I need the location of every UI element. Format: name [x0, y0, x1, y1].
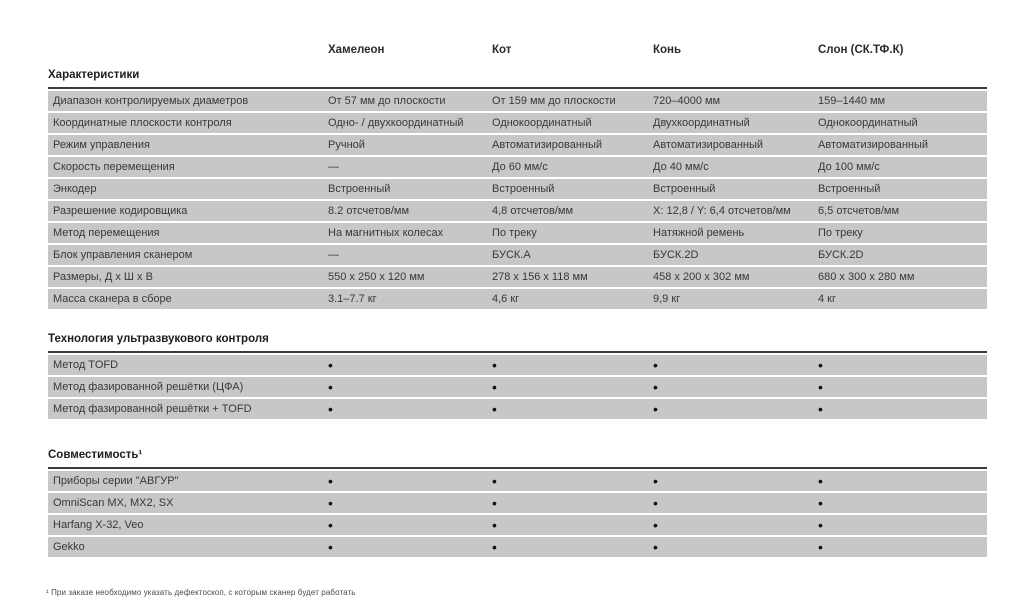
section-compatibility — [48, 448, 987, 557]
availability-dot: • — [328, 401, 333, 417]
availability-dot: • — [328, 473, 333, 489]
table-row — [48, 267, 987, 287]
availability-dot: • — [818, 357, 823, 373]
cell-value: — — [328, 249, 339, 261]
cell-value: Встроенный — [328, 183, 391, 195]
cell-value: На магнитных колесах — [328, 227, 444, 239]
availability-dot: • — [818, 539, 823, 555]
table-row — [48, 377, 987, 397]
row-label: Масса сканера в сборе — [53, 293, 172, 305]
footnote: ¹ При заказе необходимо указать дефектоскоп, с которым сканер будет работать — [46, 588, 356, 597]
availability-dot: • — [653, 357, 658, 373]
section-ut-technology — [48, 332, 987, 419]
availability-dot: • — [653, 539, 658, 555]
table-row — [48, 537, 987, 557]
availability-dot: • — [653, 495, 658, 511]
cell-value: От 159 мм до плоскости — [492, 95, 616, 107]
table-row — [48, 179, 987, 199]
availability-dot: • — [818, 517, 823, 533]
table-row — [48, 493, 987, 513]
cell-value: 8.2 отсчетов/мм — [328, 205, 410, 217]
row-label: Размеры, Д х Ш х В — [53, 271, 153, 283]
cell-value: Встроенный — [653, 183, 716, 195]
row-label: Разрешение кодировщика — [53, 205, 188, 217]
row-label: Скорость перемещения — [53, 161, 175, 173]
cell-value: До 100 мм/с — [818, 161, 880, 173]
row-label: Режим управления — [53, 139, 150, 151]
availability-dot: • — [328, 357, 333, 373]
availability-dot: • — [492, 517, 497, 533]
availability-dot: • — [492, 495, 497, 511]
availability-dot: • — [653, 401, 658, 417]
product-column-header: Слон (СК.ТФ.К) — [818, 44, 904, 56]
table-row — [48, 515, 987, 535]
availability-dot: • — [653, 379, 658, 395]
cell-value: Одно- / двухкоординатный — [328, 117, 464, 129]
availability-dot: • — [492, 539, 497, 555]
product-column-header: Кот — [492, 44, 512, 56]
availability-dot: • — [818, 473, 823, 489]
availability-dot: • — [492, 379, 497, 395]
cell-value: По треку — [492, 227, 537, 239]
cell-value: 6,5 отсчетов/мм — [818, 205, 900, 217]
cell-value: 9,9 кг — [653, 293, 681, 305]
cell-value: 278 x 156 x 118 мм — [492, 271, 588, 283]
table-row — [48, 157, 987, 177]
table-row — [48, 201, 987, 221]
section-characteristics — [48, 68, 987, 309]
table-row — [48, 113, 987, 133]
row-label: Метод фазированной решётки (ЦФА) — [53, 381, 244, 393]
cell-value: Автоматизированный — [492, 139, 603, 151]
row-label: Диапазон контролируемых диаметров — [53, 95, 249, 107]
cell-value: 4,6 кг — [492, 293, 520, 305]
section-divider — [48, 467, 987, 469]
availability-dot: • — [492, 401, 497, 417]
row-label: Метод TOFD — [53, 359, 119, 371]
cell-value: БУСК.2D — [818, 249, 864, 261]
cell-value: X: 12,8 / Y: 6,4 отсчетов/мм — [653, 205, 791, 217]
cell-value: 159–1440 мм — [818, 95, 886, 107]
section-divider — [48, 351, 987, 353]
cell-value: До 40 мм/с — [653, 161, 709, 173]
availability-dot: • — [818, 495, 823, 511]
cell-value: Однокоординатный — [492, 117, 592, 129]
table-row — [48, 223, 987, 243]
cell-value: 720–4000 мм — [653, 95, 721, 107]
cell-value: Двухкоординатный — [653, 117, 750, 129]
cell-value: По треку — [818, 227, 863, 239]
row-label: OmniScan MX, MX2, SX — [53, 497, 174, 509]
table-row — [48, 399, 987, 419]
column-header-row — [48, 44, 987, 56]
row-label: Gekko — [53, 541, 85, 553]
row-label: Блок управления сканером — [53, 249, 193, 261]
cell-value: 550 x 250 x 120 мм — [328, 271, 425, 283]
cell-value: Однокоординатный — [818, 117, 918, 129]
cell-value: От 57 мм до плоскости — [328, 95, 446, 107]
cell-value: БУСК.2D — [653, 249, 699, 261]
table-row — [48, 245, 987, 265]
product-column-header: Конь — [653, 44, 682, 56]
availability-dot: • — [328, 379, 333, 395]
cell-value: 680 x 300 x 280 мм — [818, 271, 915, 283]
row-label: Координатные плоскости контроля — [53, 117, 232, 129]
availability-dot: • — [328, 495, 333, 511]
table-row — [48, 91, 987, 111]
cell-value: БУСК.А — [492, 249, 531, 261]
row-label: Harfang X-32, Veo — [53, 519, 144, 531]
cell-value: Автоматизированный — [653, 139, 764, 151]
table-row — [48, 289, 987, 309]
table-row — [48, 355, 987, 375]
availability-dot: • — [492, 473, 497, 489]
row-label: Метод фазированной решётки + TOFD — [53, 403, 252, 415]
row-label: Метод перемещения — [53, 227, 160, 239]
availability-dot: • — [492, 357, 497, 373]
section-title: Технология ультразвукового контроля — [48, 333, 269, 345]
availability-dot: • — [818, 401, 823, 417]
section-title: Характеристики — [48, 69, 140, 81]
row-label: Энкодер — [53, 183, 97, 195]
column-header-spacer — [48, 44, 328, 56]
cell-value: 4,8 отсчетов/мм — [492, 205, 574, 217]
product-column-header: Хамелеон — [328, 44, 385, 56]
cell-value: Встроенный — [492, 183, 555, 195]
section-title: Совместимость¹ — [48, 449, 143, 461]
row-label: Приборы серии "АВГУР" — [53, 475, 179, 487]
cell-value: Ручной — [328, 139, 365, 151]
section-divider — [48, 87, 987, 89]
cell-value: До 60 мм/с — [492, 161, 548, 173]
cell-value: Автоматизированный — [818, 139, 929, 151]
cell-value: 4 кг — [818, 293, 836, 305]
cell-value: 458 x 200 x 302 мм — [653, 271, 750, 283]
table-row — [48, 135, 987, 155]
cell-value: Встроенный — [818, 183, 881, 195]
cell-value: Натяжной ремень — [653, 227, 745, 239]
availability-dot: • — [328, 539, 333, 555]
cell-value: 3.1–7.7 кг — [328, 293, 377, 305]
availability-dot: • — [653, 517, 658, 533]
availability-dot: • — [653, 473, 658, 489]
availability-dot: • — [818, 379, 823, 395]
availability-dot: • — [328, 517, 333, 533]
table-row — [48, 471, 987, 491]
cell-value: — — [328, 161, 339, 173]
